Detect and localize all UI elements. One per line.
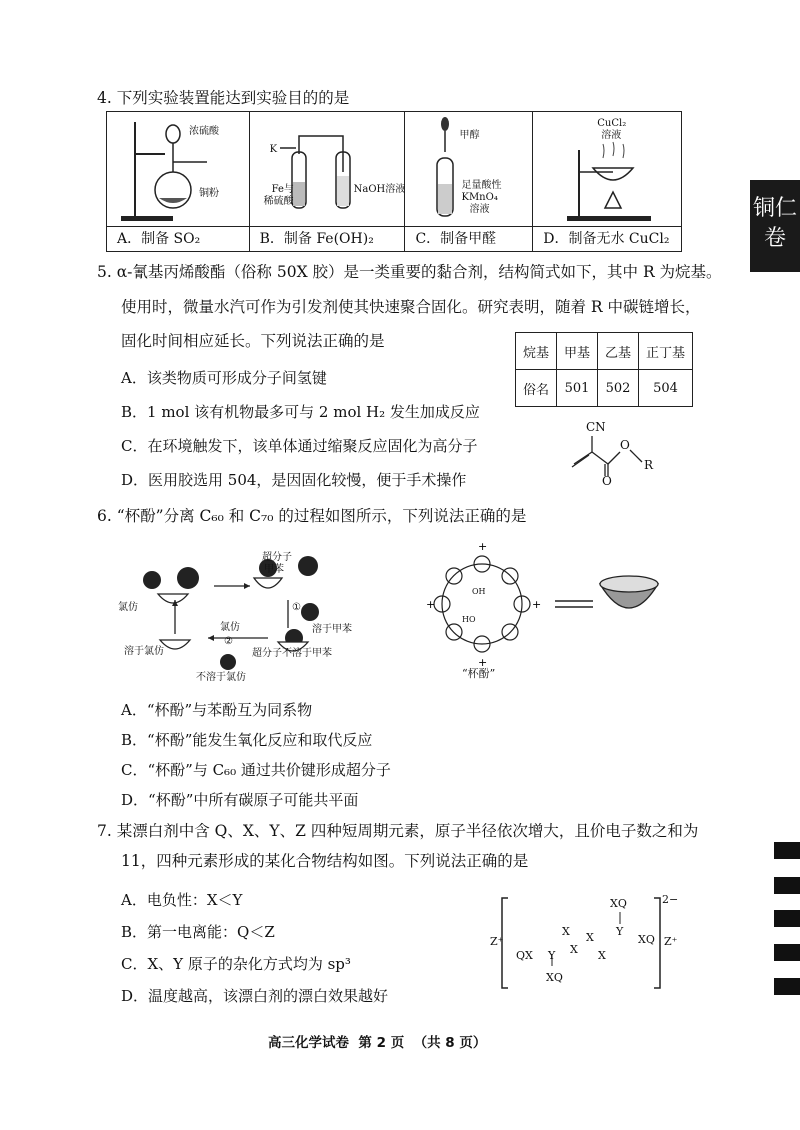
marker-bar [774,842,800,859]
label-insoluble-toluene: 超分子不溶于甲苯 [252,648,332,659]
calixarene-ring-icon [420,540,550,670]
label-xq-top: XQ [610,897,627,910]
table-cell: 501 [557,370,598,407]
option-d-caption: D．制备无水 CuCl₂ [533,227,682,252]
region-tab [750,180,800,272]
label-xq-bottom: XQ [546,971,563,984]
label-dissolve-toluene: 溶于甲苯 [312,624,352,635]
marker-bar [774,910,800,927]
apparatus-b [249,112,405,227]
table-header: 正丁基 [639,333,693,370]
table-cell: 502 [598,370,639,407]
q5-option-a: A．该类物质可形成分子间氢键 [121,369,327,387]
bowl-icon [598,572,660,616]
q6-option-b: B．“杯酚”能发生氧化反应和取代反应 [121,731,373,749]
cyanoacrylate-structure [560,418,670,488]
label-qx-left: QX [516,949,533,962]
q7-option-b: B．第一电离能：Q＜Z [121,923,275,941]
apparatus-c [405,112,533,227]
label-cucl2: CuCl₂ [597,118,627,129]
q7-option-a: A．电负性：X＜Y [121,891,243,909]
table-header: 烷基 [516,333,557,370]
label-kmno4-line2: KMnO₄ [461,192,498,203]
q7-option-d: D．温度越高，该漂白剂的漂白效果越好 [121,987,389,1005]
label-x4: X [598,949,606,962]
label-ho: HO [462,615,476,624]
label-naoh: NaOH溶液 [353,184,406,195]
label-x2: X [586,931,594,944]
label-r: R [644,458,654,472]
label-ester-o: O [620,438,630,452]
label-chloroform-2: 氯仿 [220,622,240,633]
label-x1: X [562,925,570,938]
svg-text:+: + [478,656,488,669]
q6-stem: 6. “杯酚”分离 C₆₀ 和 C₇₀ 的过程如图所示，下列说法正确的是 [97,507,527,525]
separation-process-icon [118,550,378,685]
label-oh: OH [472,587,486,596]
label-dilute-acid: 稀硫酸 [263,196,294,207]
label-cn: CN [586,420,606,434]
label-toluene: 甲苯 [264,564,284,575]
step-2-label: ② [224,636,233,647]
q5-stem-line2: 使用时，微量水汽可作为引发剂使其快速聚合固化。研究表明，随着 R 中碳链增长， [121,298,701,316]
q5-stem-line3: 固化时间相应延长。下列说法正确的是 [121,332,385,350]
svg-text:+: + [426,598,436,611]
label-kmno4-line3: 溶液 [469,204,490,215]
label-fe: Fe与 [271,184,294,195]
q5-option-c: C．在环境触发下，该单体通过缩聚反应固化为高分子 [121,437,478,455]
q7-stem-line2: 11，四种元素形成的某化合物结构如图。下列说法正确的是 [121,852,529,870]
label-z-right: Z⁺ [664,935,678,948]
label-dissolve-chloroform: 溶于氯仿 [124,646,164,657]
label-z-left: Z⁺ [490,935,504,948]
q6-option-c: C．“杯酚”与 C₆₀ 通过共价键形成超分子 [121,761,391,779]
q5-stem-line1: 5. α-氰基丙烯酸酯（俗称 50X 胶）是一类重要的黏合剂，结构简式如下，其中 R 为烷基。 [97,263,722,281]
label-xq-right: XQ [638,933,655,946]
label-methanol: 甲醇 [459,130,480,141]
svg-text:+: + [478,540,488,553]
marker-bar [774,877,800,894]
label-y1: Y [616,925,624,938]
step-1-label: ① [292,602,301,613]
page-footer: 高三化学试卷 第 2 页 （共 8 页） [268,1035,487,1051]
alkyl-table [515,332,693,407]
q5-option-d: D．医用胶选用 504，是因固化较慢，便于手术操作 [121,471,467,489]
apparatus-a [107,112,250,227]
table-cell: 504 [639,370,693,407]
label-x3: X [570,943,578,956]
marker-bar [774,978,800,995]
apparatus-d [533,112,682,227]
q4-stem: 4. 下列实验装置能达到实验目的的是 [97,89,350,107]
table-header: 乙基 [598,333,639,370]
q6-option-a: A．“杯酚”与苯酚互为同系物 [121,701,313,719]
equals-sign [555,594,595,604]
region-tab-line1: 铜仁 [752,196,797,221]
q6-option-d: D．“杯酚”中所有碳原子可能共平面 [121,791,359,809]
option-b-caption: B．制备 Fe(OH)₂ [249,227,405,252]
q7-option-c: C．X、Y 原子的杂化方式均为 sp³ [121,955,351,973]
label-cucl2-solution: 溶液 [601,130,622,141]
label-insoluble-chloroform: 不溶于氯仿 [196,672,246,683]
svg-text:+: + [532,598,542,611]
marker-bar [774,944,800,961]
region-tab-line2: 卷 [763,226,786,251]
bowl-model [598,572,660,616]
option-a-caption: A．制备 SO₂ [107,227,250,252]
label-y2: Y [548,949,556,962]
equals-icon [555,599,595,609]
label-charge: 2− [662,893,679,906]
so2-apparatus-icon [107,112,250,226]
label-supramolecule: 超分子 [262,552,292,563]
q5-option-b: B．1 mol 该有机物最多可与 2 mol H₂ 发生加成反应 [121,403,480,421]
cyanoacrylate-skeleton-icon [560,418,670,488]
option-c-caption: C．制备甲醛 [405,227,533,252]
q7-stem-line1: 7. 某漂白剂中含 Q、X、Y、Z 四种短周期元素，原子半径依次增大，且价电子数之和为 [97,822,699,840]
label-chloroform: 氯仿 [118,602,138,613]
label-k: K [269,144,278,155]
feoh2-apparatus-icon [250,112,406,226]
label-kmno4-line1: 足量酸性 [461,180,502,191]
label-conc-acid: 浓硫酸 [189,126,219,137]
label-carbonyl-o: O [602,474,612,488]
separation-diagram [118,550,378,685]
bleach-anion-structure [490,892,690,992]
table-header: 甲基 [557,333,598,370]
calixarene-structure [420,540,550,690]
table-cell: 俗名 [516,370,557,407]
label-copper: 铜粉 [199,188,219,199]
label-calixarene: “杯酚” [462,667,496,680]
q4-apparatus-table [106,111,682,252]
